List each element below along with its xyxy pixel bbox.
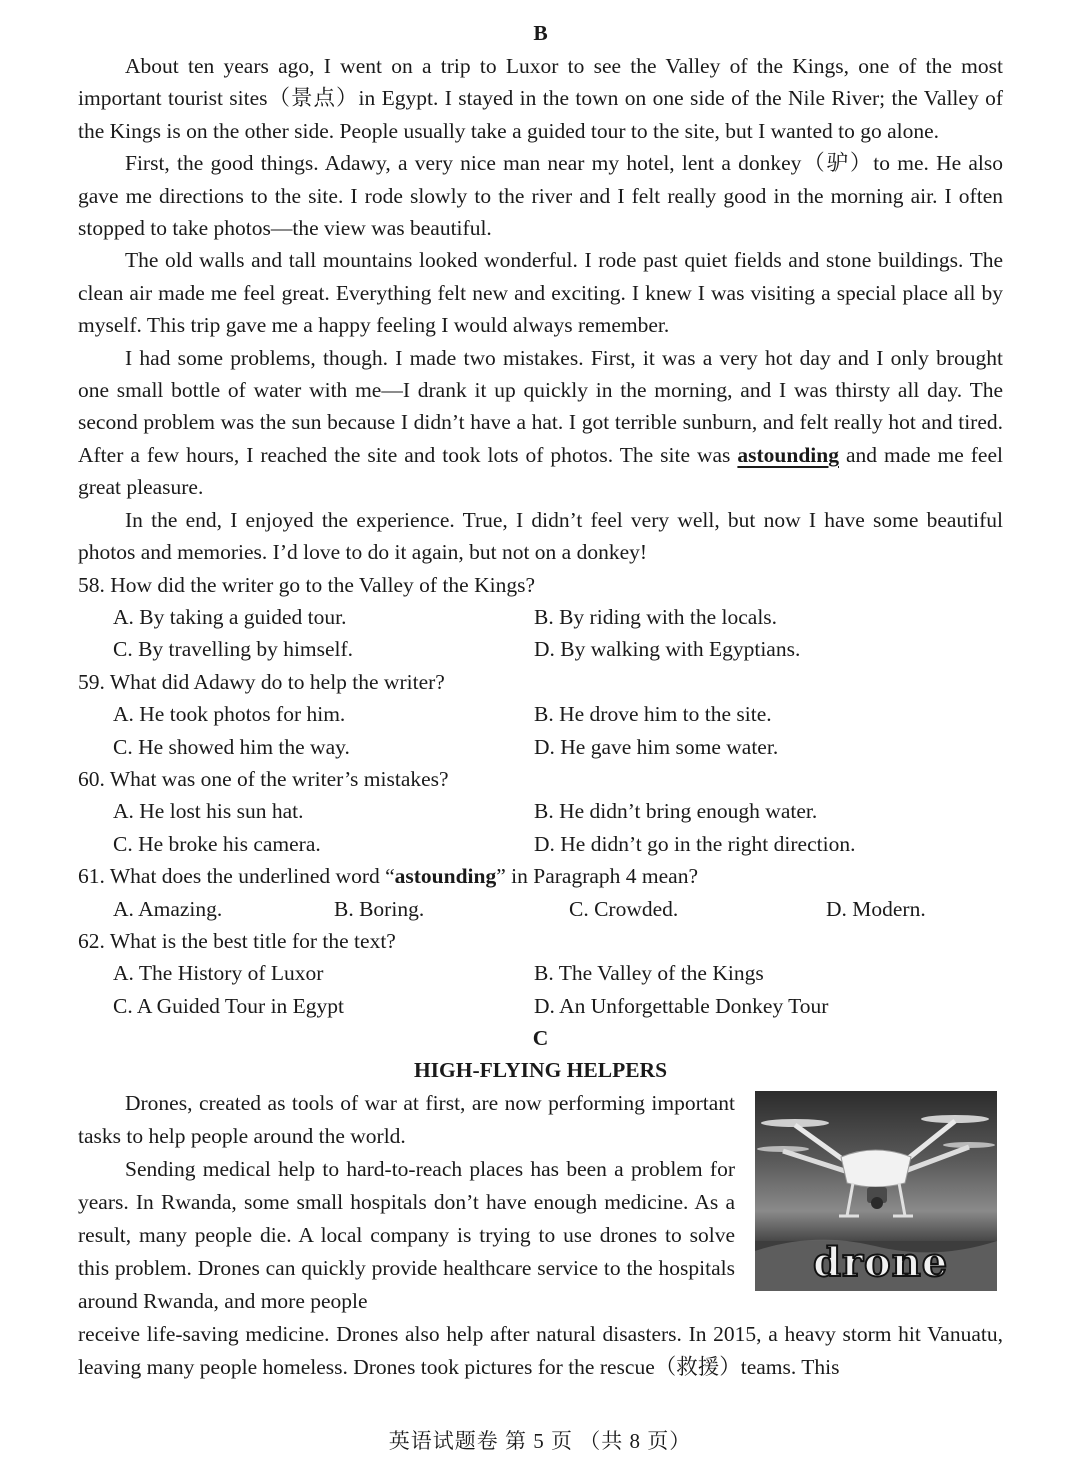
exam-page (78, 16, 1003, 1384)
passage-c-paragraph-1: Drones, created as tools of war at first, are now performing important tasks to help people around the world. (78, 1090, 735, 1148)
passage-b-paragraph-3: The old walls and tall mountains looked wonderful. I rode past quiet fields and stone buildings. The clean air made me feel great. Everything felt new and exciting. I knew I was visiting a special place all by myself. This trip gave me a happy feeling I would always remember. (78, 248, 1003, 338)
question-59: 59. What did Adawy do to help the writer? (78, 669, 445, 694)
option-62-d: D. An Unforgettable Donkey Tour (534, 993, 829, 1018)
passage-c-body (78, 1087, 1003, 1318)
option-61-a: A. Amazing. (113, 896, 223, 921)
drone-image-label: drone (813, 1238, 949, 1286)
question-62: 62. What is the best title for the text? (78, 928, 396, 953)
option-59-d: D. He gave him some water. (534, 734, 779, 759)
passage-c-title: HIGH-FLYING HELPERS (413, 1058, 668, 1083)
passage-b-paragraph-1: About ten years ago, I went on a trip to Luxor to see the Valley of the Kings, one of the most important tourist sites（景点）in Egypt. I stayed in the town on one side of the Nile River; the Valley of the Kings is on the other side. People usually take a guided tour to the site, but I wanted to go alone. (78, 54, 1003, 143)
passage-b-paragraph-5: In the end, I enjoyed the experience. True, I didn’t feel very well, but now I have some beautiful photos and memories. I’d love to do it again, but not on a donkey! (78, 507, 1003, 565)
passage-c-paragraph-2-continued: receive life-saving medicine. Drones also help after natural disasters. In 2015, a heavy storm hit Vanuatu, leaving many people homeless. Drones took pictures for the rescue（救援）teams. This (78, 1321, 1003, 1379)
question-61-keyword: astounding (394, 864, 497, 889)
passage-c-paragraph-2: Sending medical help to hard-to-reach places has been a problem for years. In Rwanda, some small hospitals don’t have enough medicine. As a result, many people die. A local company is trying to use drones to solve this problem. Drones can quickly provide healthcare service to the hospitals around Rwanda, and more people (78, 1156, 735, 1313)
option-58-c: C. By travelling by himself. (113, 637, 354, 662)
question-61-stem-start: 61. What does the underlined word “ (78, 864, 395, 889)
question-61 (78, 860, 1003, 892)
question-61-stem-end: ” in Paragraph 4 mean? (496, 864, 699, 889)
question-58: 58. How did the writer go to the Valley of the Kings? (78, 572, 535, 597)
paragraph-4-text: I had some problems, though. I made two mistakes. First, it was a very hot day and I only brought one small bottle of water with me—I drank it up quickly in the morning, and I was thirsty all day. The second problem was the sun because I didn’t have a hat. I got terrible sunburn, and felt really hot and tired. After a few hours, I reached the site and took lots of photos. The site was (78, 345, 1003, 467)
passage-b-paragraph-4 (78, 342, 1003, 504)
option-62-c: C. A Guided Tour in Egypt (113, 993, 345, 1018)
option-60-b: B. He didn’t bring enough water. (534, 799, 818, 824)
option-61-c: C. Crowded. (569, 896, 679, 921)
option-62-a: A. The History of Luxor (113, 961, 324, 986)
option-61-b: B. Boring. (334, 896, 425, 921)
question-58-options (78, 601, 1003, 666)
paragraph-4-ending: and made me feel great pleasure. (78, 442, 1003, 500)
drone-image (755, 1091, 997, 1291)
option-60-d: D. He didn’t go in the right direction. (534, 831, 856, 856)
option-60-a: A. He lost his sun hat. (113, 799, 304, 824)
page-footer: 英语试题卷 第 5 页 （共 8 页） (388, 1429, 692, 1453)
option-58-b: B. By riding with the locals. (534, 604, 778, 629)
option-58-a: A. By taking a guided tour. (113, 604, 347, 629)
option-62-b: B. The Valley of the Kings (534, 961, 764, 986)
question-59-options (78, 698, 1003, 763)
section-b-letter: B (533, 21, 548, 45)
option-61-d: D. Modern. (826, 896, 926, 921)
section-c-letter: C (532, 1026, 549, 1051)
option-59-c: C. He showed him the way. (113, 734, 350, 759)
option-58-d: D. By walking with Egyptians. (534, 637, 801, 662)
passage-c-text-column (78, 1087, 735, 1318)
option-60-c: C. He broke his camera. (113, 831, 321, 856)
question-62-options (78, 957, 1003, 1022)
passage-b-paragraph-2: First, the good things. Adawy, a very nice man near my hotel, lent a donkey（驴）to me. He also gave me directions to the site. I rode slowly to the river and I felt really good in the morning air. I often stopped to take photos—the view was beautiful. (78, 151, 1003, 241)
option-59-a: A. He took photos for him. (113, 702, 346, 727)
question-61-options (78, 893, 1003, 925)
question-60: 60. What was one of the writer’s mistakes? (78, 766, 449, 791)
underlined-word: astounding (737, 442, 839, 467)
option-59-b: B. He drove him to the site. (534, 702, 772, 727)
question-60-options (78, 795, 1003, 860)
